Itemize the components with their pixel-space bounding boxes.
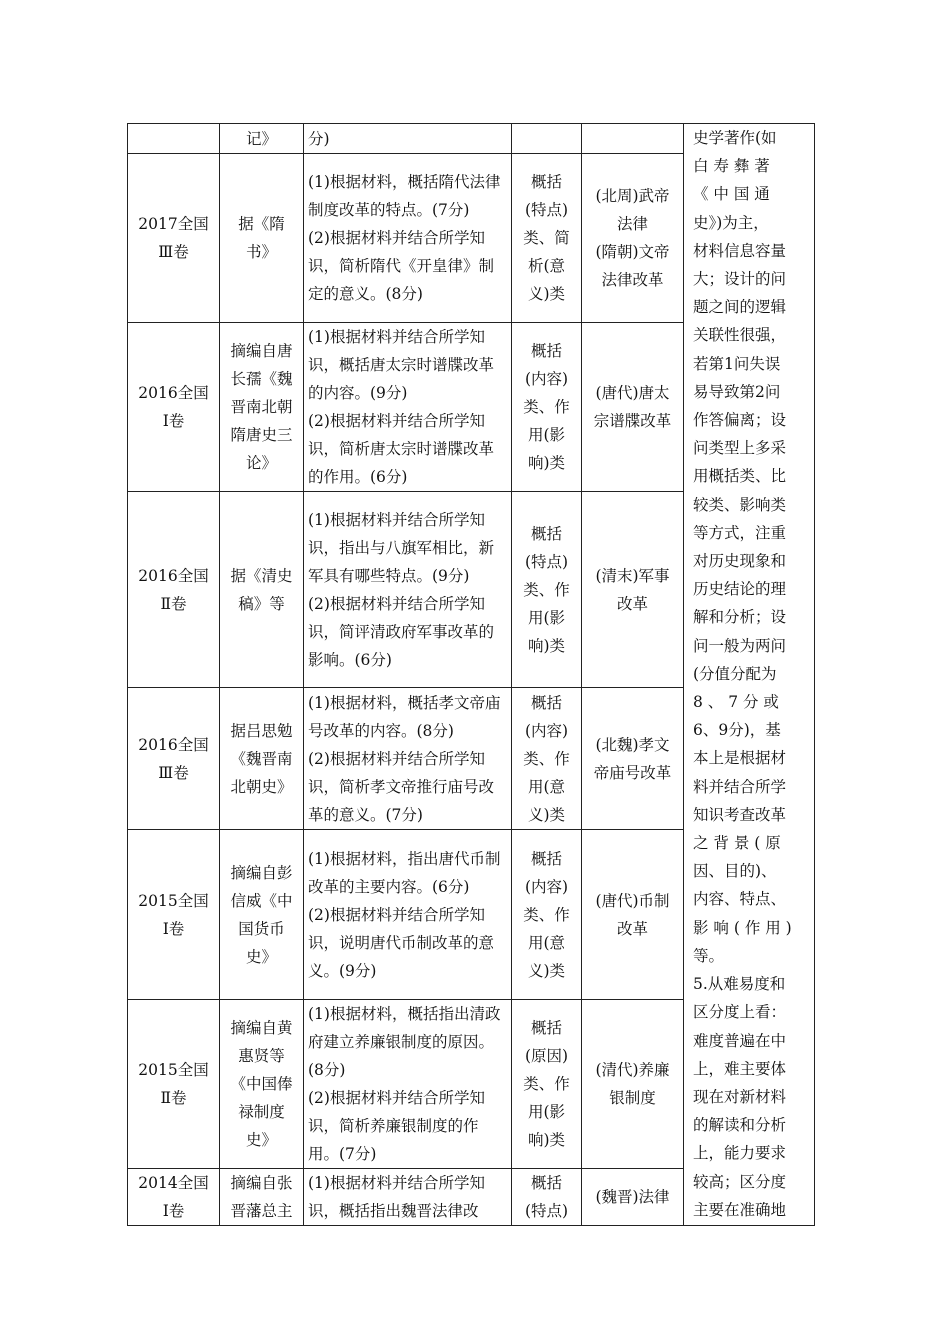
type-cell: 概括 (特点) 类、作 用(影 响)类 (512, 492, 582, 688)
question-cell (304, 323, 512, 492)
question-part-2: (2)根据材料并结合所学知识，简析孝文帝推行庙号改革的意义。(7分) (308, 749, 495, 824)
question-part-1: (1)根据材料并结合所学知识，概括指出魏晋法律改 (308, 1174, 485, 1220)
analysis-note-line: 区分度上看： (693, 1003, 787, 1022)
question-part-2: (2)根据材料并结合所学知识，简析隋代《开皇律》制定的意义。(8分) (308, 229, 495, 303)
analysis-note-line: 上，能力要求 (693, 1144, 787, 1163)
analysis-note-line: 影 响 ( 作 用 ) (693, 918, 792, 937)
analysis-note-line: 白 寿 彝 著 (693, 157, 770, 176)
question-cell (304, 154, 512, 323)
analysis-note-line: 史》)为主， (693, 213, 769, 232)
table-row-continued (128, 124, 815, 154)
question-part-1: (1)根据材料并结合所学知识，概括唐太宗时谱牒改革的内容。(9分) (308, 328, 495, 402)
type-cell: 概括 (特点) (512, 1169, 582, 1226)
type-cell: 概括 (原因) 类、作 用(影 响)类 (512, 1000, 582, 1169)
analysis-note-line: 作答偏离；设 (693, 411, 787, 430)
analysis-note-line: 解和分析；设 (693, 608, 787, 627)
analysis-note-line: 因、目的)、 (693, 862, 777, 881)
analysis-note-line: 知识考查改革 (693, 805, 787, 824)
analysis-note-line: 的解读和分析 (693, 1116, 787, 1135)
analysis-note-line: 6、9分)，基 (693, 721, 781, 740)
source-cell: 摘编自黄 惠贤等 《中国俸 禄制度 史》 (220, 1000, 304, 1169)
analysis-note-line: 难度普遍在中 (693, 1031, 787, 1050)
source-cell: 摘编自唐 长孺《魏 晋南北朝 隋唐史三 论》 (220, 323, 304, 492)
question-part-2: (2)根据材料并结合所学知识，简评清政府军事改革的影响。(6分) (308, 594, 495, 669)
analysis-note-line: 等。 (693, 946, 725, 965)
analysis-note-line: 问类型上多采 (693, 439, 787, 458)
topic-cell: (唐代)唐太 宗谱牒改革 (582, 323, 684, 492)
topic-cell: (清代)养廉 银制度 (582, 1000, 684, 1169)
analysis-note-line: 主要在准确地 (693, 1200, 787, 1219)
exam-cell: 2017全国 Ⅲ卷 (128, 154, 220, 323)
question-cell (304, 688, 512, 830)
question-part-1: (1)根据材料，概括指出清政府建立养廉银制度的原因。(8分) (308, 1005, 501, 1079)
analysis-note-line: 本上是根据材 (693, 749, 787, 768)
topic-cell: (唐代)币制 改革 (582, 830, 684, 1000)
analysis-note-line: 内容、特点、 (693, 890, 787, 909)
question-cell (304, 830, 512, 1000)
type-cell: 概括 (内容) 类、作 用(意 义)类 (512, 830, 582, 1000)
analysis-notes (693, 124, 807, 1224)
exam-cell: 2016全国 Ⅰ卷 (128, 323, 220, 492)
analysis-note-line: 较高；区分度 (693, 1172, 787, 1191)
analysis-note-line: 若第1问失误 (693, 354, 781, 373)
exam-cell: 2015全国 Ⅰ卷 (128, 830, 220, 1000)
question-cell: 分) (304, 124, 512, 154)
analysis-note-line: 题之间的逻辑 (693, 298, 787, 317)
source-cell: 摘编自张 晋藩总主 (220, 1169, 304, 1226)
exam-question-table (127, 123, 815, 1226)
analysis-note-line: 易导致第2问 (693, 382, 781, 401)
type-cell: 概括 (特点) 类、简 析(意 义)类 (512, 154, 582, 323)
question-part-2: (2)根据材料并结合所学知识，简析养廉银制度的作用。(7分) (308, 1089, 485, 1163)
analysis-notes-cell (684, 124, 815, 1226)
type-cell: 概括 (内容) 类、作 用(影 响)类 (512, 323, 582, 492)
exam-cell: 2016全国 Ⅱ卷 (128, 492, 220, 688)
analysis-note-line: 等方式，注重 (693, 523, 787, 542)
type-cell (512, 124, 582, 154)
exam-cell: 2016全国 Ⅲ卷 (128, 688, 220, 830)
analysis-note-line: 《 中 国 通 (693, 185, 770, 204)
analysis-note-line: 上，难主要体 (693, 1059, 787, 1078)
source-cell: 摘编自彭 信威《中 国货币 史》 (220, 830, 304, 1000)
analysis-note-line: 现在对新材料 (693, 1087, 787, 1106)
question-cell (304, 1169, 512, 1226)
question-cell (304, 1000, 512, 1169)
question-cell (304, 492, 512, 688)
source-cell: 据吕思勉 《魏晋南 北朝史》 (220, 688, 304, 830)
exam-cell (128, 124, 220, 154)
analysis-note-line: 关联性很强， (693, 326, 787, 345)
source-cell: 记》 (220, 124, 304, 154)
question-part-1: (1)根据材料并结合所学知识，指出与八旗军相比，新军具有哪些特点。(9分) (308, 510, 495, 585)
topic-cell: (北周)武帝 法律 (隋朝)文帝 法律改革 (582, 154, 684, 323)
question-part-1: (1)根据材料，概括隋代法律制度改革的特点。(7分) (308, 173, 501, 219)
source-cell: 据《隋 书》 (220, 154, 304, 323)
analysis-note-line: 8 、 7 分 或 (693, 693, 779, 712)
question-part-1: (1)根据材料，概括孝文帝庙号改革的内容。(8分) (308, 693, 501, 740)
analysis-note-line: 大；设计的问 (693, 270, 787, 289)
topic-cell: (魏晋)法律 (582, 1169, 684, 1226)
exam-cell: 2014全国 Ⅰ卷 (128, 1169, 220, 1226)
analysis-note-line: 较类、影响类 (693, 495, 787, 514)
question-part-1: (1)根据材料，指出唐代币制改革的主要内容。(6分) (308, 849, 501, 896)
analysis-note-line: 史学著作(如 (693, 129, 777, 147)
question-part-2: (2)根据材料并结合所学知识，说明唐代币制改革的意义。(9分) (308, 905, 495, 980)
exam-cell: 2015全国 Ⅱ卷 (128, 1000, 220, 1169)
analysis-note-line: 用概括类、比 (693, 467, 787, 486)
analysis-note-line: 历史结论的理 (693, 580, 787, 599)
analysis-note-line: 料并结合所学 (693, 777, 787, 796)
source-cell: 据《清史 稿》等 (220, 492, 304, 688)
analysis-note-line: 问一般为两问 (693, 636, 787, 655)
exam-analysis-page (127, 123, 814, 1226)
question-part-2: (2)根据材料并结合所学知识，简析唐太宗时谱牒改革的作用。(6分) (308, 412, 495, 486)
topic-cell: (清末)军事 改革 (582, 492, 684, 688)
topic-cell: (北魏)孝文 帝庙号改革 (582, 688, 684, 830)
analysis-note-line: 之 背 景 ( 原 (693, 834, 781, 853)
analysis-note-line: (分值分配为 (693, 664, 777, 683)
analysis-note-line: 5.从难易度和 (693, 975, 786, 994)
topic-cell (582, 124, 684, 154)
type-cell: 概括 (内容) 类、作 用(意 义)类 (512, 688, 582, 830)
analysis-note-line: 对历史现象和 (693, 552, 787, 571)
analysis-note-line: 材料信息容量 (693, 241, 787, 260)
